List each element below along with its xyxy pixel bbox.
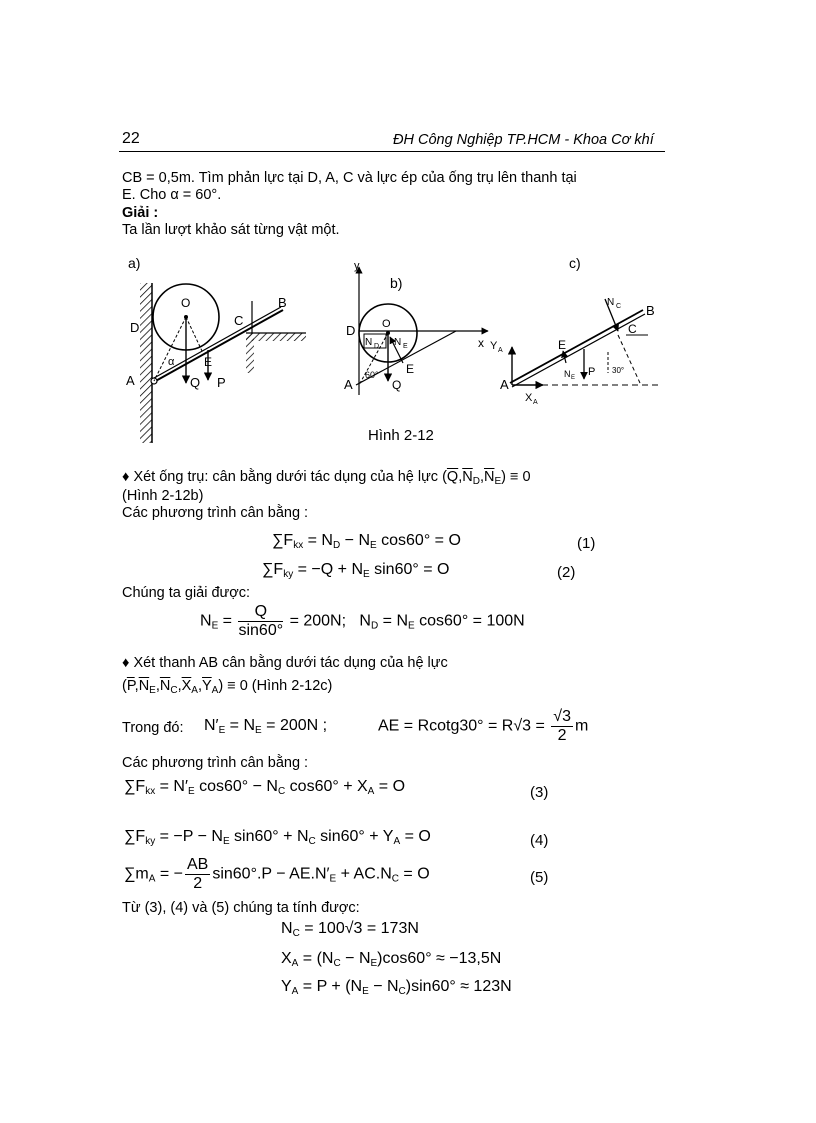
section2-eq-title: Các phương trình cân bằng : bbox=[122, 755, 309, 771]
svg-text:x: x bbox=[478, 336, 484, 350]
from-text: Từ (3), (4) và (5) chúng ta tính được: bbox=[122, 900, 360, 916]
svg-text:E: E bbox=[204, 355, 213, 369]
svg-text:Q: Q bbox=[392, 378, 402, 392]
solve-title: Chúng ta giải được: bbox=[122, 585, 251, 601]
section1-line-1: ♦ Xét ống trụ: cân bằng dưới tác dụng của hệ lực $(\overline{Q},\overline{N}_D,\overline{N}_E) \equiv 0$ bbox=[122, 469, 531, 487]
result-ne-nd: $N_E$ = $\frac{Q}{\sin 60^\circ}$ = 200N; $N_D = N_E$ cos60° = 100N bbox=[200, 603, 525, 639]
svg-text:a): a) bbox=[128, 255, 141, 271]
svg-text:N: N bbox=[394, 337, 402, 348]
svg-text:A: A bbox=[344, 377, 353, 392]
svg-text:O: O bbox=[181, 296, 191, 310]
header-rule bbox=[119, 151, 665, 152]
svg-text:C: C bbox=[234, 313, 244, 328]
ne-prime-value: $N'_E = N_E = 200N$ ; bbox=[204, 717, 328, 736]
svg-text:O: O bbox=[382, 318, 391, 330]
section1-eq-title: Các phương trình cân bằng : bbox=[122, 505, 309, 521]
bullet: ♦ bbox=[122, 469, 130, 485]
figure-caption: Hình 2-12 bbox=[368, 427, 434, 444]
svg-text:c): c) bbox=[569, 255, 581, 271]
svg-text:A: A bbox=[126, 373, 135, 388]
svg-text:A: A bbox=[498, 347, 503, 354]
equation-4-number: (4) bbox=[530, 832, 549, 849]
result-nc: $N_C = 100√3 = 173N$ bbox=[281, 920, 419, 939]
svg-text:P: P bbox=[217, 375, 226, 390]
result-xa: $X_A = (N_C - N_E)\cos 60^\circ \approx -13,5N$ bbox=[281, 950, 502, 969]
svg-text:N: N bbox=[365, 337, 373, 348]
equation-5: $\sum m_A$ = − $\frac{AB}{2}$ $\sin 60^\circ.P - AE.N'_E + AC.N_C = O$ bbox=[124, 856, 430, 892]
svg-text:B: B bbox=[646, 303, 655, 318]
svg-text:D: D bbox=[346, 323, 356, 338]
figure-2-12 bbox=[118, 255, 678, 445]
svg-text:X: X bbox=[525, 392, 533, 404]
running-title: ĐH Công Nghiệp TP.HCM - Khoa Cơ khí bbox=[393, 132, 654, 148]
section2-line-2: $(\overline{P},\overline{N}_E,\overline{N}_C,\overline{X}_A,\overline{Y}_A) \equiv 0$ (Hình 2-12c) bbox=[122, 678, 333, 696]
equation-5-number: (5) bbox=[530, 869, 549, 886]
svg-text:Q: Q bbox=[190, 375, 201, 390]
svg-text:N: N bbox=[607, 297, 615, 308]
figure-b bbox=[344, 260, 488, 395]
intro-line-3: Ta lần lượt khảo sát từng vật một. bbox=[122, 222, 340, 238]
svg-text:E: E bbox=[406, 362, 415, 376]
equation-2: $\sum F_{ky} = -Q + N_E$ sin60° = O bbox=[262, 561, 450, 580]
svg-text:y: y bbox=[354, 260, 360, 272]
svg-text:C: C bbox=[616, 303, 622, 310]
figure-a bbox=[126, 255, 306, 443]
svg-text:D: D bbox=[374, 343, 380, 350]
equation-1: $\sum F_{kx} = N_D - N_E$ cos60° = O bbox=[272, 532, 461, 551]
svg-text:E: E bbox=[558, 338, 567, 352]
svg-text:E: E bbox=[403, 343, 408, 350]
svg-text:B: B bbox=[278, 295, 287, 310]
svg-text:A: A bbox=[500, 377, 509, 392]
svg-text:α: α bbox=[168, 356, 175, 368]
intro-line-2: E. Cho α = 60°. bbox=[122, 187, 222, 203]
svg-text:E: E bbox=[571, 375, 576, 381]
svg-text:P: P bbox=[588, 366, 596, 378]
svg-text:N: N bbox=[564, 369, 571, 379]
svg-text:C: C bbox=[628, 322, 637, 336]
section2-line-1: ♦ Xét thanh AB cân bằng dưới tác dụng của hệ lực bbox=[122, 655, 448, 671]
ae-value: AE = Rcotg30° = R√3 = $\frac{√3}{2}$ m bbox=[378, 708, 589, 744]
equation-3-number: (3) bbox=[530, 784, 549, 801]
section1-ref: (Hình 2-12b) bbox=[122, 488, 204, 504]
equation-4: $\sum F_{ky} = -P - N_E$ $\sin 60^\circ + N_C$ $\sin 60^\circ + Y_A = O$ bbox=[124, 828, 431, 847]
svg-text:b): b) bbox=[390, 275, 403, 291]
solution-label: Giải : bbox=[122, 205, 159, 221]
where-label: Trong đó: bbox=[122, 720, 184, 736]
svg-text:30°: 30° bbox=[612, 366, 625, 375]
intro-line-1: CB = 0,5m. Tìm phản lực tại D, A, C và lực ép của ống trụ lên thanh tại bbox=[122, 170, 577, 186]
svg-text:60°: 60° bbox=[365, 370, 379, 380]
figure-c bbox=[490, 255, 660, 406]
svg-text:Y: Y bbox=[490, 340, 498, 352]
equation-3: $\sum F_{kx} = N'_E$ $\cos 60^\circ - N_C$ $\cos 60^\circ + X_A = O$ bbox=[124, 778, 406, 797]
equation-2-number: (2) bbox=[557, 564, 576, 581]
result-ya: $Y_A = P + (N_E - N_C)\sin 60^\circ \approx 123N$ bbox=[281, 978, 512, 997]
page-number: 22 bbox=[122, 130, 140, 147]
svg-text:A: A bbox=[533, 399, 538, 406]
equation-1-number: (1) bbox=[577, 535, 596, 552]
svg-text:D: D bbox=[130, 320, 140, 335]
